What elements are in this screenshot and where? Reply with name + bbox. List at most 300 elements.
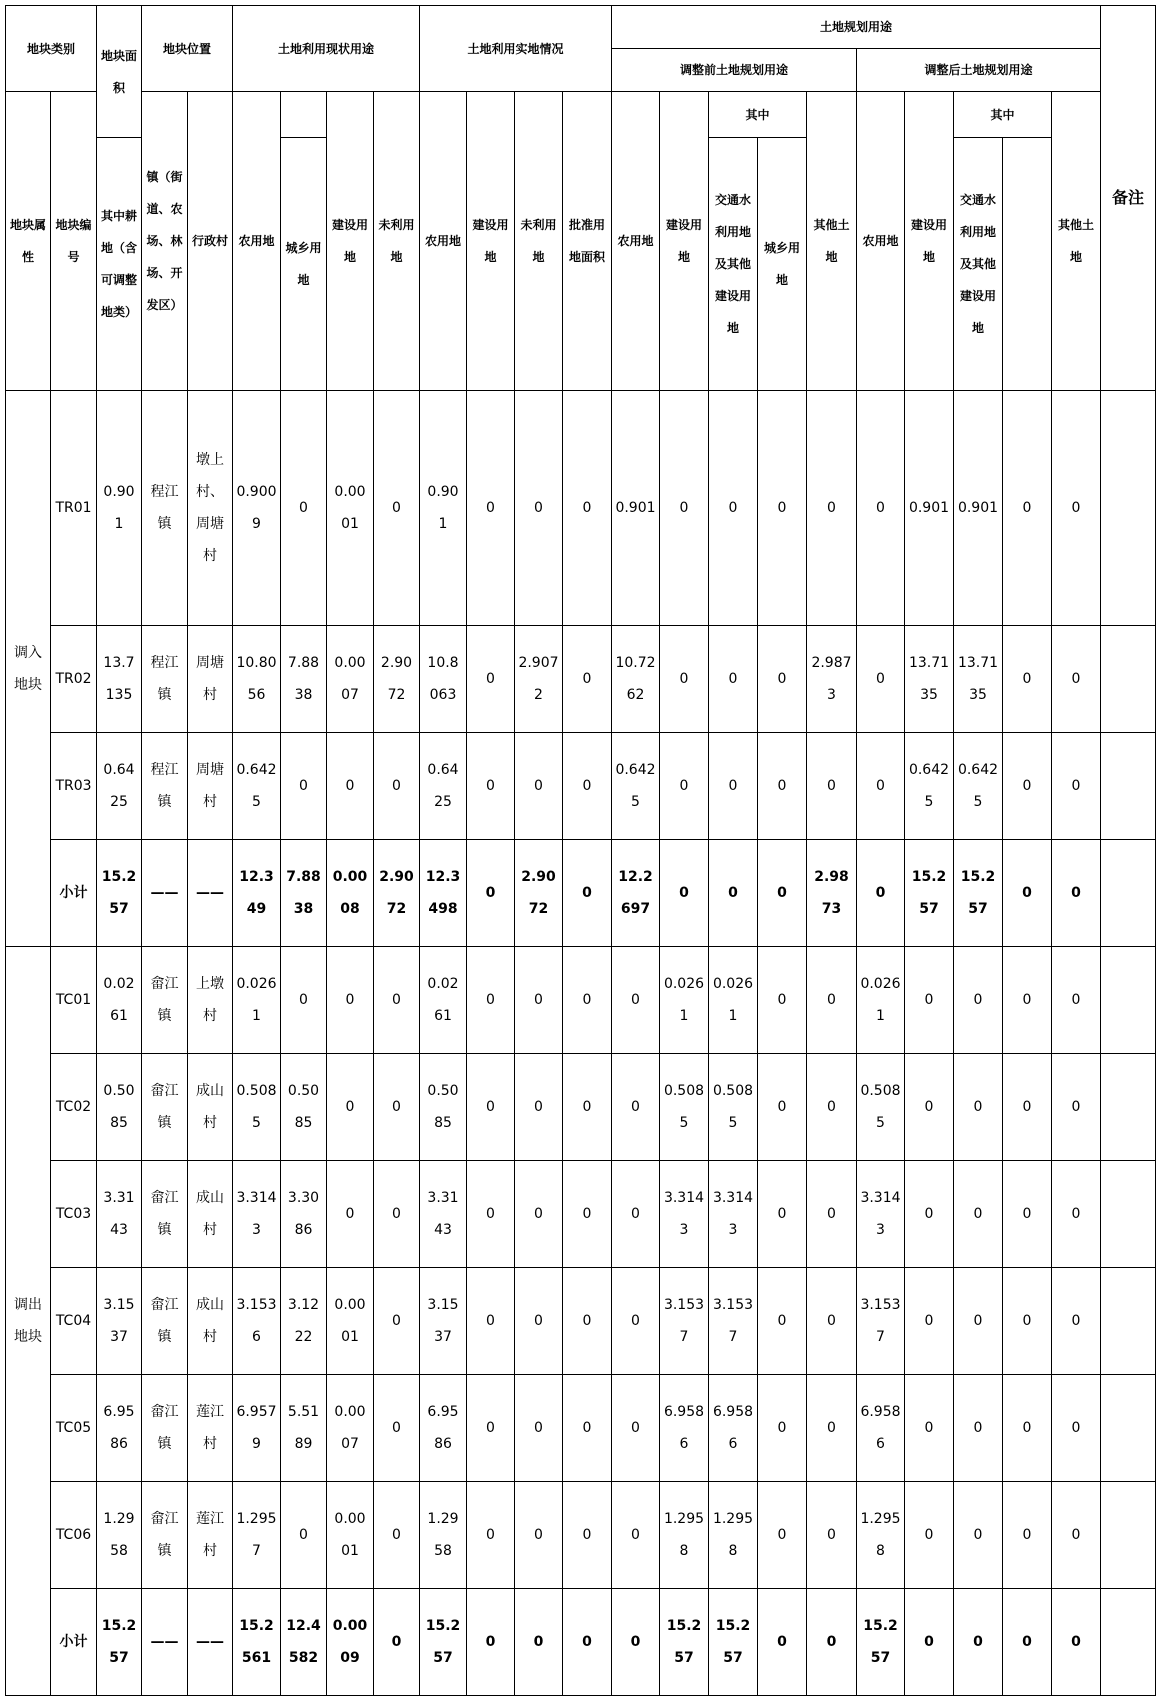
cell-pb-constr: 15.257 (660, 1589, 709, 1696)
cell-pb-constr: 1.2958 (660, 1482, 709, 1589)
cell-fs-constr: 0 (467, 1482, 515, 1589)
cell-pb-constr: 0 (660, 626, 709, 733)
cell-cur-constr: 0 (327, 947, 374, 1054)
cell-pb-urban: 0.0261 (709, 947, 758, 1054)
cell-id: TC02 (51, 1054, 97, 1161)
cell-cur-agri: 0.6425 (233, 733, 281, 840)
cell-pa-urban: 0.6425 (954, 733, 1003, 840)
cell-pb-agri: 0.6425 (612, 733, 660, 840)
cell-cur-arable: 0 (281, 1482, 327, 1589)
cell-id: TC05 (51, 1375, 97, 1482)
header-cur-arable: 其中耕地（含可调整地类） (97, 138, 142, 391)
header-current-use: 土地利用现状用途 (233, 6, 420, 92)
table-row (6, 1268, 1156, 1375)
cell-pa-agri: 0 (857, 626, 905, 733)
header-plot-number: 地块编号 (51, 92, 97, 391)
header-fs-unused: 未利用地 (515, 92, 563, 391)
cell-cur-arable: 0 (281, 391, 327, 626)
cell-cur-arable: 5.5189 (281, 1375, 327, 1482)
cell-pa-constr: 15.257 (905, 840, 954, 947)
table-row (6, 391, 1156, 626)
cell-fs-approved: 0 (563, 1268, 612, 1375)
cell-id: 小计 (51, 1589, 97, 1696)
cell-cur-constr: 0.0001 (327, 1482, 374, 1589)
cell-fs-agri: 3.1537 (420, 1268, 467, 1375)
cell-cur-unused: 2.9072 (374, 840, 420, 947)
header-pb-agri: 农用地 (612, 92, 660, 391)
cell-pb-constr: 0 (660, 840, 709, 947)
cell-pa-constr: 0 (905, 1482, 954, 1589)
header-after-adjust: 调整后土地规划用途 (857, 49, 1101, 92)
cell-fs-agri: 3.3143 (420, 1161, 467, 1268)
cell-fs-unused: 0 (515, 1375, 563, 1482)
cell-pb-urban: 3.3143 (709, 1161, 758, 1268)
cell-pb-urban: 15.257 (709, 1589, 758, 1696)
cell-cur-constr: 0 (327, 1161, 374, 1268)
cell-fs-unused: 0 (515, 1589, 563, 1696)
cell-cur-arable: 7.8838 (281, 840, 327, 947)
cell-pa-agri: 0.5085 (857, 1054, 905, 1161)
cell-pa-other: 0 (1052, 626, 1101, 733)
table-row (6, 733, 1156, 840)
cell-pb-other: 0 (807, 1589, 857, 1696)
cell-cur-agri: 0.9009 (233, 391, 281, 626)
cell-remark (1101, 1054, 1156, 1161)
cell-pb-constr: 3.3143 (660, 1161, 709, 1268)
cell-pa-transport: 0 (1003, 1375, 1052, 1482)
cell-fs-unused: 0 (515, 391, 563, 626)
cell-pb-urban: 0 (709, 840, 758, 947)
cell-area: 0.901 (97, 391, 142, 626)
cell-pb-transport: 0 (758, 1054, 807, 1161)
cell-town: —— (142, 1589, 188, 1696)
cell-pb-other: 0 (807, 1161, 857, 1268)
cell-remark (1101, 626, 1156, 733)
cell-fs-unused: 0 (515, 1268, 563, 1375)
cell-cur-unused: 0 (374, 733, 420, 840)
cell-fs-agri: 0.0261 (420, 947, 467, 1054)
cell-pa-agri: 15.257 (857, 1589, 905, 1696)
cell-town: —— (142, 840, 188, 947)
cell-pa-other: 0 (1052, 391, 1101, 626)
cell-fs-constr: 0 (467, 391, 515, 626)
cell-pa-transport: 0 (1003, 391, 1052, 626)
cell-pb-constr: 6.9586 (660, 1375, 709, 1482)
cell-town: 畲江镇 (142, 947, 188, 1054)
cell-village: 周塘村 (188, 626, 233, 733)
cell-village: 成山村 (188, 1268, 233, 1375)
cell-pb-other: 0 (807, 947, 857, 1054)
cell-pb-transport: 0 (758, 840, 807, 947)
cell-fs-constr: 0 (467, 1589, 515, 1696)
cell-pa-transport: 0 (1003, 626, 1052, 733)
cell-village: 成山村 (188, 1054, 233, 1161)
cell-pb-urban: 3.1537 (709, 1268, 758, 1375)
cell-pa-transport: 0 (1003, 1054, 1052, 1161)
header-pb-of-which: 其中 (709, 92, 807, 138)
cell-pa-other: 0 (1052, 1375, 1101, 1482)
cell-fs-unused: 2.9072 (515, 840, 563, 947)
cell-pb-other: 0 (807, 1375, 857, 1482)
header-plot-area: 地块面积 (97, 6, 142, 138)
cell-pb-agri: 10.7262 (612, 626, 660, 733)
cell-cur-arable: 3.3086 (281, 1161, 327, 1268)
header-remarks: 备注 (1101, 6, 1156, 391)
cell-village: 莲江村 (188, 1375, 233, 1482)
cell-id: TR03 (51, 733, 97, 840)
cell-cur-constr: 0 (327, 733, 374, 840)
cell-cur-constr: 0.0007 (327, 626, 374, 733)
header-before-adjust: 调整前土地规划用途 (612, 49, 857, 92)
cell-town: 畲江镇 (142, 1268, 188, 1375)
cell-pb-other: 2.9873 (807, 626, 857, 733)
cell-fs-agri: 12.3498 (420, 840, 467, 947)
cell-pa-other: 0 (1052, 1161, 1101, 1268)
cell-cur-agri: 10.8056 (233, 626, 281, 733)
cell-fs-approved: 0 (563, 1161, 612, 1268)
cell-pb-constr: 3.1537 (660, 1268, 709, 1375)
cell-town: 畲江镇 (142, 1161, 188, 1268)
cell-pa-transport: 0 (1003, 733, 1052, 840)
cell-remark (1101, 733, 1156, 840)
cell-id: TC04 (51, 1268, 97, 1375)
cell-cur-unused: 2.9072 (374, 626, 420, 733)
cell-fs-constr: 0 (467, 626, 515, 733)
cell-cur-constr: 0 (327, 1054, 374, 1161)
cell-pb-urban: 6.9586 (709, 1375, 758, 1482)
cell-cur-unused: 0 (374, 1482, 420, 1589)
cell-remark (1101, 947, 1156, 1054)
header-pb-other: 其他土地 (807, 92, 857, 391)
cell-fs-constr: 0 (467, 1375, 515, 1482)
cell-fs-constr: 0 (467, 1161, 515, 1268)
header-pa-other: 其他土地 (1052, 92, 1101, 391)
cell-remark (1101, 391, 1156, 626)
cell-pa-urban: 0 (954, 947, 1003, 1054)
cell-pb-agri: 0 (612, 1268, 660, 1375)
cell-cur-agri: 15.2561 (233, 1589, 281, 1696)
cell-pb-constr: 0.5085 (660, 1054, 709, 1161)
cell-fs-agri: 6.9586 (420, 1375, 467, 1482)
cell-pa-urban: 0 (954, 1054, 1003, 1161)
cell-pb-agri: 0 (612, 1482, 660, 1589)
cell-pa-constr: 0 (905, 1161, 954, 1268)
cell-cur-constr: 0.0009 (327, 1589, 374, 1696)
cell-pb-agri: 0 (612, 1161, 660, 1268)
cell-fs-approved: 0 (563, 1054, 612, 1161)
cell-cur-arable: 0 (281, 947, 327, 1054)
cell-pa-transport: 0 (1003, 1268, 1052, 1375)
cell-id: TC01 (51, 947, 97, 1054)
cell-area: 1.2958 (97, 1482, 142, 1589)
cell-pa-transport: 0 (1003, 1482, 1052, 1589)
header-town: 镇（街道、农场、林场、开发区） (142, 92, 188, 391)
cell-pa-urban: 0 (954, 1268, 1003, 1375)
cell-pa-urban: 0 (954, 1589, 1003, 1696)
cell-pa-other: 0 (1052, 1054, 1101, 1161)
cell-pb-transport: 0 (758, 1268, 807, 1375)
cell-pa-other: 0 (1052, 1482, 1101, 1589)
cell-cur-constr: 0.0001 (327, 1268, 374, 1375)
cell-remark (1101, 840, 1156, 947)
cell-pb-transport: 0 (758, 1375, 807, 1482)
table-row (6, 947, 1156, 1054)
cell-pa-agri: 3.1537 (857, 1268, 905, 1375)
cell-pa-other: 0 (1052, 947, 1101, 1054)
cell-pb-transport: 0 (758, 1589, 807, 1696)
land-adjustment-table (5, 5, 1156, 1696)
cell-town: 程江镇 (142, 626, 188, 733)
table-row (6, 1375, 1156, 1482)
cell-cur-agri: 1.2957 (233, 1482, 281, 1589)
cell-cur-agri: 3.1536 (233, 1268, 281, 1375)
cell-pa-transport: 0 (1003, 840, 1052, 947)
cell-pa-other: 0 (1052, 1589, 1101, 1696)
cell-pb-agri: 0 (612, 1375, 660, 1482)
cell-cur-agri: 3.3143 (233, 1161, 281, 1268)
cell-pa-other: 0 (1052, 840, 1101, 947)
header-pa-of-which: 其中 (954, 92, 1052, 138)
cell-village: 莲江村 (188, 1482, 233, 1589)
cell-cur-unused: 0 (374, 1054, 420, 1161)
cell-pb-transport: 0 (758, 947, 807, 1054)
cell-cur-unused: 0 (374, 1589, 420, 1696)
cell-cur-constr: 0.0007 (327, 1375, 374, 1482)
cell-fs-approved: 0 (563, 1589, 612, 1696)
cell-fs-agri: 0.901 (420, 391, 467, 626)
cell-fs-approved: 0 (563, 626, 612, 733)
cell-pa-transport: 0 (1003, 1161, 1052, 1268)
cell-fs-approved: 0 (563, 1375, 612, 1482)
subtotal-row (6, 840, 1156, 947)
cell-pa-urban: 13.7135 (954, 626, 1003, 733)
cell-pa-agri: 6.9586 (857, 1375, 905, 1482)
cell-id: TC06 (51, 1482, 97, 1589)
cell-remark (1101, 1268, 1156, 1375)
cell-cur-constr: 0.0001 (327, 391, 374, 626)
cell-pb-transport: 0 (758, 626, 807, 733)
cell-id: 小计 (51, 840, 97, 947)
cell-pb-transport: 0 (758, 1161, 807, 1268)
cell-fs-unused: 0 (515, 1161, 563, 1268)
cell-pa-transport: 0 (1003, 947, 1052, 1054)
cell-pb-other: 0 (807, 733, 857, 840)
cell-fs-approved: 0 (563, 947, 612, 1054)
cell-cur-unused: 0 (374, 1161, 420, 1268)
header-cur-agri: 农用地 (233, 92, 281, 391)
cell-pa-constr: 0 (905, 947, 954, 1054)
cell-pb-agri: 0 (612, 1054, 660, 1161)
cell-pb-urban: 0.5085 (709, 1054, 758, 1161)
table-row (6, 1161, 1156, 1268)
cell-cur-unused: 0 (374, 391, 420, 626)
cell-pa-constr: 0.901 (905, 391, 954, 626)
cell-id: TR01 (51, 391, 97, 626)
cell-pb-transport: 0 (758, 391, 807, 626)
header-plot-category: 地块类别 (6, 6, 97, 92)
cell-town: 程江镇 (142, 391, 188, 626)
cell-pb-agri: 12.2697 (612, 840, 660, 947)
cell-pb-agri: 0 (612, 1589, 660, 1696)
cell-fs-agri: 0.6425 (420, 733, 467, 840)
header-pa-constr: 建设用地 (905, 92, 954, 391)
cell-pa-agri: 0 (857, 733, 905, 840)
cell-area: 0.0261 (97, 947, 142, 1054)
cell-fs-agri: 0.5085 (420, 1054, 467, 1161)
cell-fs-constr: 0 (467, 1054, 515, 1161)
cell-cur-unused: 0 (374, 1375, 420, 1482)
header-pa-urban: 城乡用地 (758, 138, 807, 391)
cell-pa-urban: 0 (954, 1375, 1003, 1482)
cell-pb-urban: 0 (709, 733, 758, 840)
cell-cur-agri: 12.349 (233, 840, 281, 947)
cell-pb-other: 0 (807, 1054, 857, 1161)
table-row (6, 626, 1156, 733)
cell-pa-constr: 0.6425 (905, 733, 954, 840)
header-cur-unused: 未利用地 (374, 92, 420, 391)
cell-cur-agri: 0.5085 (233, 1054, 281, 1161)
cell-pa-urban: 0 (954, 1482, 1003, 1589)
header-field-survey: 土地利用实地情况 (420, 6, 612, 92)
cell-pa-transport: 0 (1003, 1589, 1052, 1696)
cell-pb-constr: 0.0261 (660, 947, 709, 1054)
header-cur-blank (281, 92, 327, 138)
header-pa-agri: 农用地 (857, 92, 905, 391)
cell-fs-approved: 0 (563, 733, 612, 840)
cell-town: 畲江镇 (142, 1054, 188, 1161)
cell-fs-approved: 0 (563, 391, 612, 626)
group-label: 调出地块 (6, 947, 51, 1696)
cell-area: 3.3143 (97, 1161, 142, 1268)
cell-pb-other: 0 (807, 391, 857, 626)
cell-pb-agri: 0.901 (612, 391, 660, 626)
cell-pa-constr: 0 (905, 1054, 954, 1161)
header-planning-use: 土地规划用途 (612, 6, 1101, 49)
cell-pa-other: 0 (1052, 733, 1101, 840)
cell-pa-agri: 0.0261 (857, 947, 905, 1054)
cell-area: 3.1537 (97, 1268, 142, 1375)
cell-pa-urban: 15.257 (954, 840, 1003, 947)
cell-pa-agri: 1.2958 (857, 1482, 905, 1589)
cell-id: TR02 (51, 626, 97, 733)
header-cur-constr: 建设用地 (327, 92, 374, 391)
cell-pb-urban: 0 (709, 626, 758, 733)
cell-village: 周塘村 (188, 733, 233, 840)
cell-cur-arable: 0 (281, 733, 327, 840)
cell-cur-unused: 0 (374, 947, 420, 1054)
cell-cur-unused: 0 (374, 1268, 420, 1375)
cell-fs-agri: 10.8063 (420, 626, 467, 733)
cell-pb-other: 0 (807, 1268, 857, 1375)
cell-pa-other: 0 (1052, 1268, 1101, 1375)
cell-cur-arable: 0.5085 (281, 1054, 327, 1161)
subtotal-row (6, 1589, 1156, 1696)
cell-area: 13.7135 (97, 626, 142, 733)
cell-fs-unused: 0 (515, 947, 563, 1054)
cell-cur-agri: 6.9579 (233, 1375, 281, 1482)
cell-cur-arable: 7.8838 (281, 626, 327, 733)
cell-fs-unused: 0 (515, 1482, 563, 1589)
cell-pa-urban: 0.901 (954, 391, 1003, 626)
cell-pa-constr: 0 (905, 1375, 954, 1482)
group-label: 调入地块 (6, 391, 51, 947)
cell-id: TC03 (51, 1161, 97, 1268)
cell-pb-other: 0 (807, 1482, 857, 1589)
cell-village: 墩上村、周塘村 (188, 391, 233, 626)
cell-village: 上墩村 (188, 947, 233, 1054)
header-village: 行政村 (188, 92, 233, 391)
cell-fs-constr: 0 (467, 840, 515, 947)
cell-pb-transport: 0 (758, 1482, 807, 1589)
cell-cur-arable: 12.4582 (281, 1589, 327, 1696)
cell-village: —— (188, 840, 233, 947)
cell-pa-agri: 0 (857, 391, 905, 626)
cell-pb-constr: 0 (660, 391, 709, 626)
cell-fs-constr: 0 (467, 733, 515, 840)
cell-pa-agri: 3.3143 (857, 1161, 905, 1268)
cell-town: 畲江镇 (142, 1375, 188, 1482)
header-pb-urban: 城乡用地 (281, 138, 327, 391)
cell-area: 0.6425 (97, 733, 142, 840)
cell-pa-agri: 0 (857, 840, 905, 947)
cell-pb-other: 2.9873 (807, 840, 857, 947)
header-pb-transport: 交通水利用地及其他建设用地 (709, 138, 758, 391)
cell-pb-urban: 0 (709, 391, 758, 626)
cell-fs-constr: 0 (467, 947, 515, 1054)
cell-fs-constr: 0 (467, 1268, 515, 1375)
cell-area: 15.257 (97, 1589, 142, 1696)
header-fs-constr: 建设用地 (467, 92, 515, 391)
cell-village: 成山村 (188, 1161, 233, 1268)
header-pb-constr: 建设用地 (660, 92, 709, 391)
cell-remark (1101, 1375, 1156, 1482)
cell-area: 0.5085 (97, 1054, 142, 1161)
cell-pa-constr: 13.7135 (905, 626, 954, 733)
cell-pa-urban: 0 (954, 1161, 1003, 1268)
header-plot-attribute: 地块属性 (6, 92, 51, 391)
cell-cur-arable: 3.1222 (281, 1268, 327, 1375)
cell-pa-constr: 0 (905, 1589, 954, 1696)
cell-fs-unused: 2.9072 (515, 626, 563, 733)
cell-fs-agri: 1.2958 (420, 1482, 467, 1589)
cell-town: 程江镇 (142, 733, 188, 840)
cell-town: 畲江镇 (142, 1482, 188, 1589)
cell-cur-constr: 0.0008 (327, 840, 374, 947)
cell-fs-unused: 0 (515, 1054, 563, 1161)
cell-area: 6.9586 (97, 1375, 142, 1482)
cell-pb-urban: 1.2958 (709, 1482, 758, 1589)
cell-fs-agri: 15.257 (420, 1589, 467, 1696)
cell-pa-constr: 0 (905, 1268, 954, 1375)
cell-pb-agri: 0 (612, 947, 660, 1054)
table-row (6, 1054, 1156, 1161)
cell-remark (1101, 1482, 1156, 1589)
cell-pb-constr: 0 (660, 733, 709, 840)
table-row (6, 1482, 1156, 1589)
header-fs-agri: 农用地 (420, 92, 467, 391)
cell-fs-approved: 0 (563, 840, 612, 947)
cell-fs-approved: 0 (563, 1482, 612, 1589)
cell-remark (1101, 1161, 1156, 1268)
header-fs-approved: 批准用地面积 (563, 92, 612, 391)
cell-area: 15.257 (97, 840, 142, 947)
cell-fs-unused: 0 (515, 733, 563, 840)
cell-pb-transport: 0 (758, 733, 807, 840)
header-pa-transport: 交通水利用地及其他建设用地 (954, 138, 1003, 391)
cell-remark (1101, 1589, 1156, 1696)
cell-village: —— (188, 1589, 233, 1696)
header-plot-location: 地块位置 (142, 6, 233, 92)
